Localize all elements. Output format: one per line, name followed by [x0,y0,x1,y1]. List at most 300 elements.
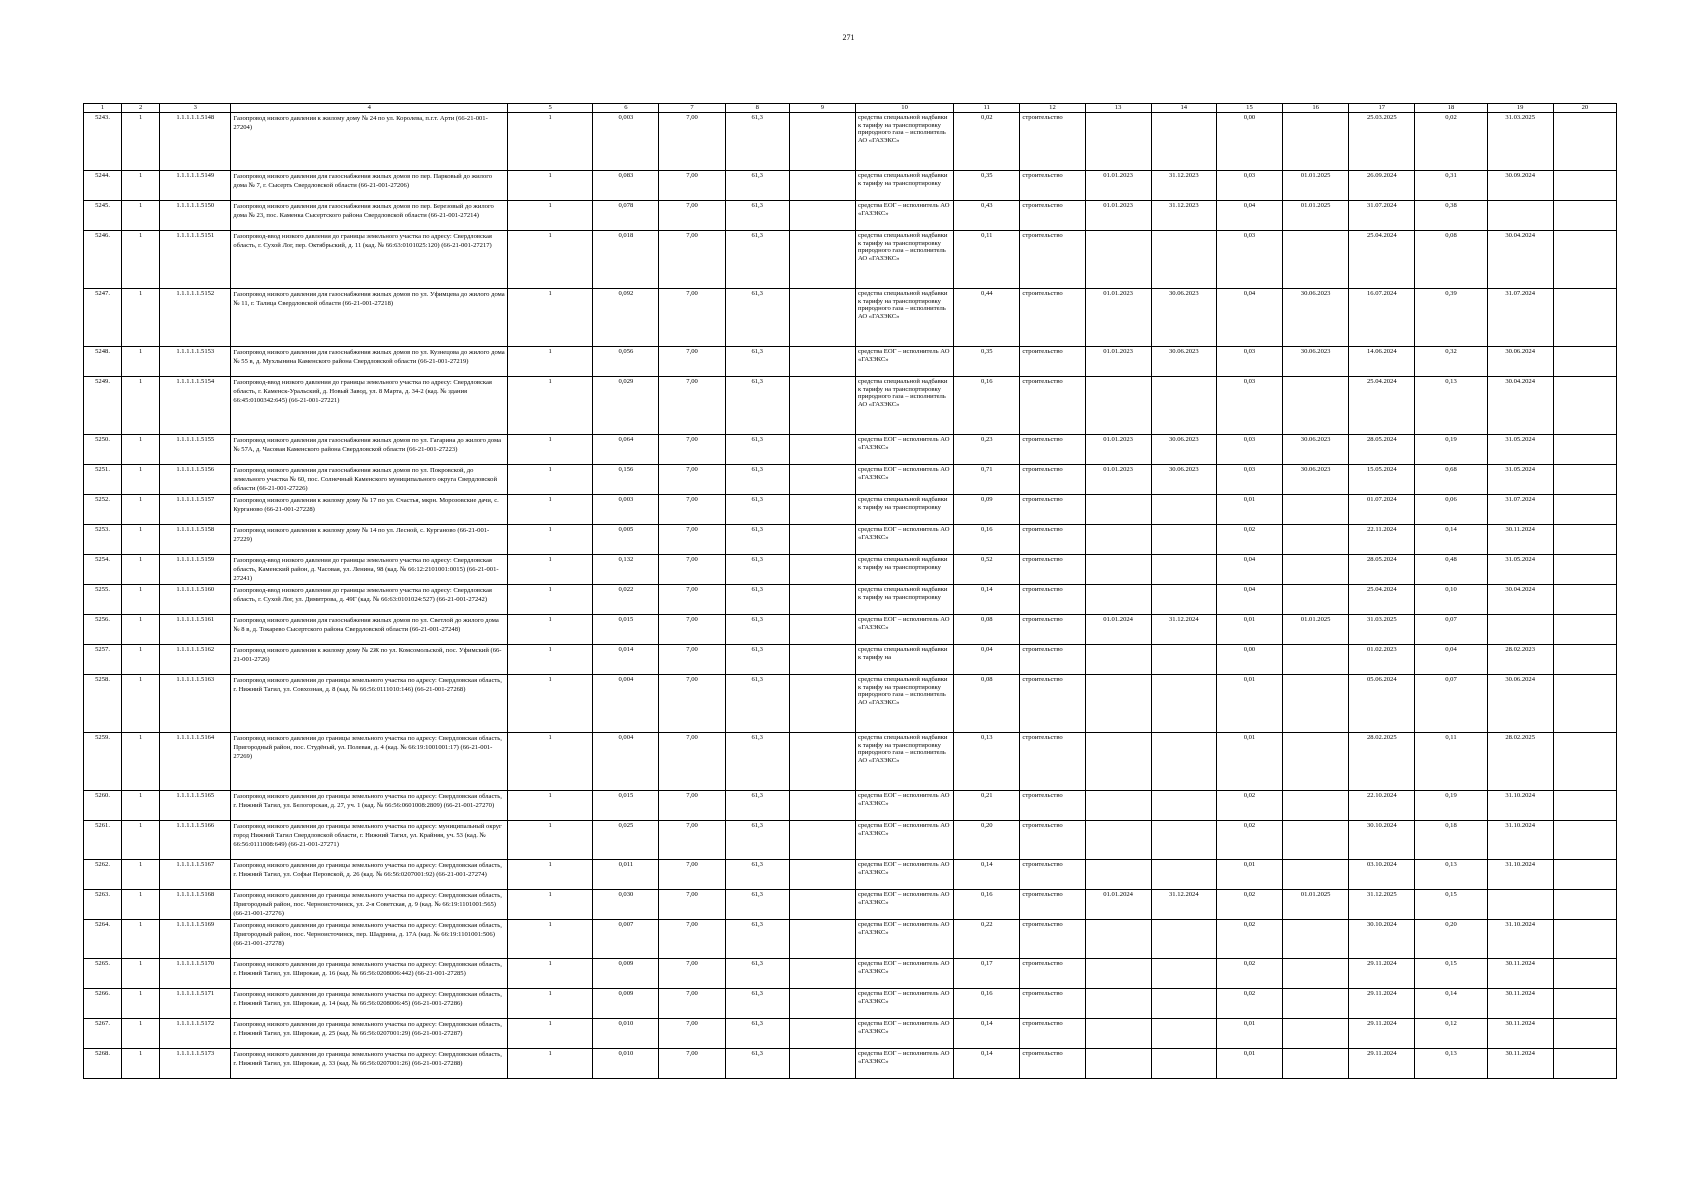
table-cell: 7,00 [659,289,725,347]
table-cell: 01.01.2024 [1085,615,1151,645]
table-cell [1553,791,1616,821]
table-cell: 1.1.1.1.1.5153 [160,347,231,377]
table-cell: 01.01.2023 [1085,465,1151,495]
gas-pipeline-registry-table [83,103,1617,1079]
table-cell [789,675,855,733]
table-cell: средства специальной надбавки к тарифу на транспортировку [855,585,953,615]
table-row [84,377,1617,435]
table-cell [1151,525,1216,555]
table-cell [1553,890,1616,920]
table-cell: 5262. [84,860,122,890]
table-cell [1085,525,1151,555]
table-cell: строительство [1020,733,1085,791]
table-cell: строительство [1020,675,1085,733]
table-cell: 5258. [84,675,122,733]
table-cell [1151,860,1216,890]
table-cell: 1 [508,231,593,289]
table-cell [1283,920,1349,959]
table-cell [1487,201,1553,231]
table-cell: 05.06.2024 [1349,675,1415,733]
table-cell: 30.06.2023 [1151,435,1216,465]
table-row [84,465,1617,495]
table-cell: 01.07.2024 [1349,495,1415,525]
table-cell: 0,16 [954,890,1020,920]
table-cell [1553,113,1616,171]
table-cell [1151,920,1216,959]
table-cell: 7,00 [659,465,725,495]
table-cell: 31.10.2024 [1487,920,1553,959]
table-cell: 30.11.2024 [1487,989,1553,1019]
table-cell: 0,03 [1216,171,1282,201]
table-cell [1553,555,1616,585]
table-cell [1283,585,1349,615]
table-cell: Газопровод низкого давления до границы земельного участка по адресу: Свердловская область, Пригородный район, пос. Черноисточинск, пер. Шадрина, д. 17А (кад. № 66:19:1101001:506) (66-21-001-27278) [231,920,508,959]
table-cell: 16.07.2024 [1349,289,1415,347]
table-cell: 0,04 [954,645,1020,675]
table-cell: 7,00 [659,615,725,645]
table-cell: 1 [508,171,593,201]
table-cell: Газопровод низкого давления к жилому дому № 24 по ул. Королева, п.г.т. Арти (66-21-001-27204) [231,113,508,171]
table-cell: 0,01 [1216,495,1282,525]
table-cell: 29.11.2024 [1349,959,1415,989]
table-cell: 31.03.2025 [1487,113,1553,171]
table-cell: Газопровод низкого давления для газоснабжения жилых домов по ул. Кузнецова до жилого дома № 55 в, д. Мухлынина Каменского района Свердловской области (66-21-001-27219) [231,347,508,377]
table-cell: 5259. [84,733,122,791]
table-cell: Газопровод низкого давления к жилому дому № 2Ж по ул. Комсомольской, пос. Уфимский (66-21-001-2726) [231,645,508,675]
table-cell: 0,06 [1415,495,1487,525]
table-cell: строительство [1020,860,1085,890]
table-cell: Газопровод низкого давления до границы земельного участка по адресу: Свердловская область, г. Нижний Тагил, ул. Совхозная, д. 8 (кад. № 66:56:0111010:146) (66-21-001-27268) [231,675,508,733]
column-header: 13 [1085,104,1151,113]
table-cell [1085,860,1151,890]
table-cell [789,860,855,890]
table-cell [1283,733,1349,791]
table-cell: Газопровод низкого давления к жилому дому № 17 по ул. Счастья, мкрн. Морозовские дачи, с. Курганово (66-21-001-27228) [231,495,508,525]
table-row [84,860,1617,890]
table-cell: Газопровод низкого давления для газоснабжения жилых домов по ул. Светлой до жилого дома № 8 в, д. Токарево Сысертского района Свердловской области (66-21-001-27248) [231,615,508,645]
column-header: 12 [1020,104,1085,113]
table-cell [1085,495,1151,525]
table-cell: 5249. [84,377,122,435]
table-cell: 7,00 [659,1049,725,1079]
table-cell [1283,645,1349,675]
table-cell: средства ЕОГ – исполнитель АО «ГАЗЭКС» [855,920,953,959]
table-cell: 5251. [84,465,122,495]
table-cell: 61,3 [725,860,789,890]
table-cell: Газопровод низкого давления до границы земельного участка по адресу: Свердловская область, г. Нижний Тагил, ул. Белогорская, д. 27, уч. 1 (кад. № 66:56:0601008:2809) (66-21-001-27270) [231,791,508,821]
table-cell: 0,014 [593,645,659,675]
table-cell [1283,821,1349,860]
table-cell: 1 [122,920,160,959]
table-cell: 31.05.2024 [1487,435,1553,465]
table-row [84,585,1617,615]
table-cell: 1 [122,347,160,377]
table-cell: 7,00 [659,435,725,465]
table-cell: 0,02 [1216,890,1282,920]
table-cell: 61,3 [725,645,789,675]
table-cell [1553,347,1616,377]
table-cell: 30.06.2024 [1487,675,1553,733]
table-cell: Газопровод-ввод низкого давления до границы земельного участка по адресу: Свердловская область, г. Каменск-Уральский, д. Новый Завод, ул. 8 Марта, д. 34-2 (кад. № здания 66:45:0100342:645) (66-21-001-27221) [231,377,508,435]
table-cell: 0,35 [954,171,1020,201]
table-cell: 1 [508,289,593,347]
table-cell: 1 [122,959,160,989]
table-cell: 0,16 [954,525,1020,555]
table-cell: 7,00 [659,989,725,1019]
table-cell: 1 [122,585,160,615]
table-cell: 0,01 [1216,615,1282,645]
table-cell: 29.11.2024 [1349,1049,1415,1079]
table-cell: 25.03.2025 [1349,113,1415,171]
table-cell: 5250. [84,435,122,465]
table-cell [1151,675,1216,733]
table-cell [1151,555,1216,585]
table-cell: 0,17 [954,959,1020,989]
table-cell: 7,00 [659,525,725,555]
table-cell: 61,3 [725,555,789,585]
table-cell: 1 [122,201,160,231]
table-cell: строительство [1020,289,1085,347]
table-cell: 0,03 [1216,435,1282,465]
column-header: 18 [1415,104,1487,113]
table-cell: 0,31 [1415,171,1487,201]
table-cell [1151,231,1216,289]
table-cell: 0,15 [1415,959,1487,989]
table-cell: 03.10.2024 [1349,860,1415,890]
table-cell: 7,00 [659,171,725,201]
table-cell: 31.05.2024 [1487,465,1553,495]
table-cell [1151,1019,1216,1049]
column-header: 6 [593,104,659,113]
table-cell: 29.11.2024 [1349,989,1415,1019]
table-cell: 1 [122,525,160,555]
table-cell: 31.10.2024 [1487,860,1553,890]
table-cell: 30.11.2024 [1487,1049,1553,1079]
table-cell: 0,02 [954,113,1020,171]
table-cell: 26.09.2024 [1349,171,1415,201]
table-cell [1553,171,1616,201]
table-cell [789,585,855,615]
table-cell: 0,003 [593,113,659,171]
table-cell [1085,821,1151,860]
table-cell: 5253. [84,525,122,555]
table-cell: 5244. [84,171,122,201]
table-cell: 61,3 [725,435,789,465]
table-cell: 0,11 [954,231,1020,289]
table-cell [789,377,855,435]
table-cell: 0,09 [954,495,1020,525]
table-cell: 30.06.2023 [1283,435,1349,465]
table-cell [1283,791,1349,821]
table-cell: 01.01.2025 [1283,171,1349,201]
table-cell [789,495,855,525]
table-cell: 31.03.2025 [1349,615,1415,645]
table-cell: 0,02 [1216,821,1282,860]
table-cell: 1 [122,171,160,201]
table-cell [789,465,855,495]
table-cell [1151,1049,1216,1079]
table-cell: 0,04 [1216,201,1282,231]
column-header: 20 [1553,104,1616,113]
table-cell: 1 [508,733,593,791]
table-cell: Газопровод-ввод низкого давления до границы земельного участка по адресу: Свердловская область, г. Сухой Лог, пер. Октябрьский, д. 11 (кад. № 66:63:0101025:120) (66-21-001-27217) [231,231,508,289]
table-cell: 31.07.2024 [1487,495,1553,525]
page-number: 271 [842,33,855,42]
table-cell: 1 [122,645,160,675]
table-cell: 7,00 [659,377,725,435]
table-cell: 5246. [84,231,122,289]
table-cell: средства специальной надбавки к тарифу на транспортировку природного газа – исполнитель АО «ГАЗЭКС» [855,733,953,791]
table-cell: 61,3 [725,1019,789,1049]
table-cell: 29.11.2024 [1349,1019,1415,1049]
table-cell: Газопровод низкого давления до границы земельного участка по адресу: Свердловская область, г. Нижний Тагил, ул. Широкая, д. 14 (кад. № 66:56:0208006:45) (66-21-001-27286) [231,989,508,1019]
table-cell: 5254. [84,555,122,585]
table-cell: средства ЕОГ – исполнитель АО «ГАЗЭКС» [855,615,953,645]
table-cell: 15.05.2024 [1349,465,1415,495]
table-cell [1553,989,1616,1019]
table-cell: 0,156 [593,465,659,495]
table-cell: 61,3 [725,201,789,231]
table-cell: 0,13 [954,733,1020,791]
table-cell: 0,14 [954,1049,1020,1079]
table-cell [1553,525,1616,555]
table-cell [1553,585,1616,615]
table-cell: 5257. [84,645,122,675]
table-cell: 30.09.2024 [1487,171,1553,201]
table-cell: 0,08 [954,615,1020,645]
table-cell: 0,005 [593,525,659,555]
table-cell: 7,00 [659,201,725,231]
table-cell: 30.06.2023 [1151,289,1216,347]
table-cell: 31.05.2024 [1487,555,1553,585]
table-cell: 1.1.1.1.1.5171 [160,989,231,1019]
table-cell: 0,009 [593,989,659,1019]
table-cell: строительство [1020,231,1085,289]
table-cell: 1.1.1.1.1.5168 [160,890,231,920]
table-cell: средства специальной надбавки к тарифу на транспортировку природного газа – исполнитель АО «ГАЗЭКС» [855,289,953,347]
table-cell [789,890,855,920]
table-cell: Газопровод низкого давления для газоснабжения жилых домов по ул. Уфимцева до жилого дома № 11, г. Талица Свердловской области (66-21-001-27218) [231,289,508,347]
table-cell: 0,00 [1216,645,1282,675]
table-cell: 1 [508,113,593,171]
table-cell: 61,3 [725,821,789,860]
table-cell: 01.01.2023 [1085,171,1151,201]
table-cell: 0,02 [1216,959,1282,989]
table-cell: 61,3 [725,615,789,645]
table-cell: 0,01 [1216,1019,1282,1049]
table-cell [1151,645,1216,675]
table-cell: 0,22 [954,920,1020,959]
table-row [84,347,1617,377]
table-cell: 0,14 [954,585,1020,615]
table-row [84,1049,1617,1079]
table-cell: 30.06.2024 [1487,347,1553,377]
table-cell: 7,00 [659,860,725,890]
table-cell [789,525,855,555]
table-cell: строительство [1020,113,1085,171]
table-cell [1283,377,1349,435]
table-cell: 0,01 [1216,675,1282,733]
table-cell: средства специальной надбавки к тарифу на транспортировку природного газа – исполнитель АО «ГАЗЭКС» [855,231,953,289]
table-cell: 1 [122,860,160,890]
table-cell: 31.12.2023 [1151,201,1216,231]
column-header: 10 [855,104,953,113]
table-cell: 5255. [84,585,122,615]
table-cell: 0,13 [1415,377,1487,435]
table-cell [1085,645,1151,675]
column-header: 9 [789,104,855,113]
table-row [84,959,1617,989]
column-header: 11 [954,104,1020,113]
table-cell: 61,3 [725,289,789,347]
table-cell: 0,21 [954,791,1020,821]
table-cell: 0,08 [1415,231,1487,289]
table-cell: 61,3 [725,920,789,959]
table-cell: 1 [508,675,593,733]
table-cell: 61,3 [725,171,789,201]
table-cell: 61,3 [725,791,789,821]
table-cell: 0,71 [954,465,1020,495]
table-cell: строительство [1020,585,1085,615]
table-cell [789,435,855,465]
table-cell: 30.04.2024 [1487,231,1553,289]
table-row [84,171,1617,201]
table-cell: 1.1.1.1.1.5169 [160,920,231,959]
table-cell [1283,675,1349,733]
table-cell: 0,132 [593,555,659,585]
table-cell: 0,14 [954,1019,1020,1049]
table-cell: 1 [508,435,593,465]
table-cell: 1 [508,525,593,555]
table-cell [789,615,855,645]
table-cell: 30.06.2023 [1283,465,1349,495]
table-cell: 0,39 [1415,289,1487,347]
table-cell: средства ЕОГ – исполнитель АО «ГАЗЭКС» [855,525,953,555]
table-cell: 30.10.2024 [1349,920,1415,959]
table-cell: 0,18 [1415,821,1487,860]
table-cell: 01.01.2025 [1283,615,1349,645]
table-cell: 0,04 [1216,585,1282,615]
table-cell: 61,3 [725,113,789,171]
table-cell: средства специальной надбавки к тарифу на транспортировку [855,171,953,201]
table-cell [1151,959,1216,989]
table-cell [1085,555,1151,585]
table-cell: 5256. [84,615,122,645]
table-cell: 0,20 [954,821,1020,860]
table-cell [1085,1019,1151,1049]
table-cell: 5263. [84,890,122,920]
table-cell: 0,23 [954,435,1020,465]
table-cell: 0,08 [954,675,1020,733]
table-cell: 0,02 [1216,920,1282,959]
table-cell: 7,00 [659,347,725,377]
table-cell: 61,3 [725,585,789,615]
table-cell: 0,32 [1415,347,1487,377]
table-cell: 1.1.1.1.1.5163 [160,675,231,733]
column-header: 4 [231,104,508,113]
table-cell: 7,00 [659,555,725,585]
table-cell: 25.04.2024 [1349,231,1415,289]
table-cell: 01.01.2023 [1085,347,1151,377]
table-cell: 7,00 [659,890,725,920]
table-cell [1553,675,1616,733]
table-cell [789,555,855,585]
table-cell [1151,821,1216,860]
table-cell: 0,52 [954,555,1020,585]
table-cell: 1 [122,377,160,435]
table-cell: 61,3 [725,989,789,1019]
table-cell: 1.1.1.1.1.5170 [160,959,231,989]
table-cell: средства специальной надбавки к тарифу на транспортировку природного газа – исполнитель АО «ГАЗЭКС» [855,377,953,435]
column-header: 15 [1216,104,1282,113]
table-cell: 31.07.2024 [1487,289,1553,347]
table-cell: 0,02 [1216,791,1282,821]
table-cell [1553,920,1616,959]
table-cell: 1 [508,1019,593,1049]
table-cell [1085,585,1151,615]
table-row [84,555,1617,585]
table-cell: 1 [122,113,160,171]
table-cell: 30.06.2023 [1283,289,1349,347]
table-cell [1151,495,1216,525]
table-cell: 31.07.2024 [1349,201,1415,231]
table-cell: 22.11.2024 [1349,525,1415,555]
table-cell [1085,733,1151,791]
table-cell: строительство [1020,989,1085,1019]
table-cell: 0,14 [1415,525,1487,555]
table-cell: 1.1.1.1.1.5151 [160,231,231,289]
table-cell: средства ЕОГ – исполнитель АО «ГАЗЭКС» [855,1019,953,1049]
column-header: 2 [122,104,160,113]
table-cell: строительство [1020,821,1085,860]
table-cell: Газопровод низкого давления для газоснабжения жилых домов по пер. Березовый до жилого дома № 23, пос. Каменка Сысертского района Свердловской области (66-21-001-27214) [231,201,508,231]
table-row [84,890,1617,920]
table-cell [1085,791,1151,821]
table-cell: 0,01 [1216,733,1282,791]
table-cell [789,231,855,289]
table-cell [789,171,855,201]
table-cell [1283,113,1349,171]
table-cell: Газопровод низкого давления к жилому дому № 14 по ул. Лесной, с. Курганово (66-21-001-27229) [231,525,508,555]
table-cell: 0,007 [593,920,659,959]
table-cell: 1 [122,555,160,585]
table-cell: 25.04.2024 [1349,377,1415,435]
table-cell: 0,02 [1216,525,1282,555]
table-cell [1487,615,1553,645]
table-cell: средства ЕОГ – исполнитель АО «ГАЗЭКС» [855,791,953,821]
table-cell: 0,029 [593,377,659,435]
table-cell: 1 [122,615,160,645]
table-cell: 0,13 [1415,860,1487,890]
table-cell: 28.05.2024 [1349,555,1415,585]
table-cell: 0,04 [1216,289,1282,347]
table-cell: 1.1.1.1.1.5159 [160,555,231,585]
table-cell [789,920,855,959]
table-cell: 5268. [84,1049,122,1079]
table-cell: 1 [508,495,593,525]
table-cell: 1 [508,645,593,675]
table-cell: 0,010 [593,1019,659,1049]
table-cell [1151,791,1216,821]
table-cell: 1 [508,201,593,231]
table-cell: 1 [122,435,160,465]
table-cell [1553,1049,1616,1079]
table-cell [1553,821,1616,860]
table-row [84,201,1617,231]
table-cell: 61,3 [725,890,789,920]
table-cell: средства специальной надбавки к тарифу на транспортировку природного газа – исполнитель АО «ГАЗЭКС» [855,113,953,171]
table-cell: 0,03 [1216,377,1282,435]
